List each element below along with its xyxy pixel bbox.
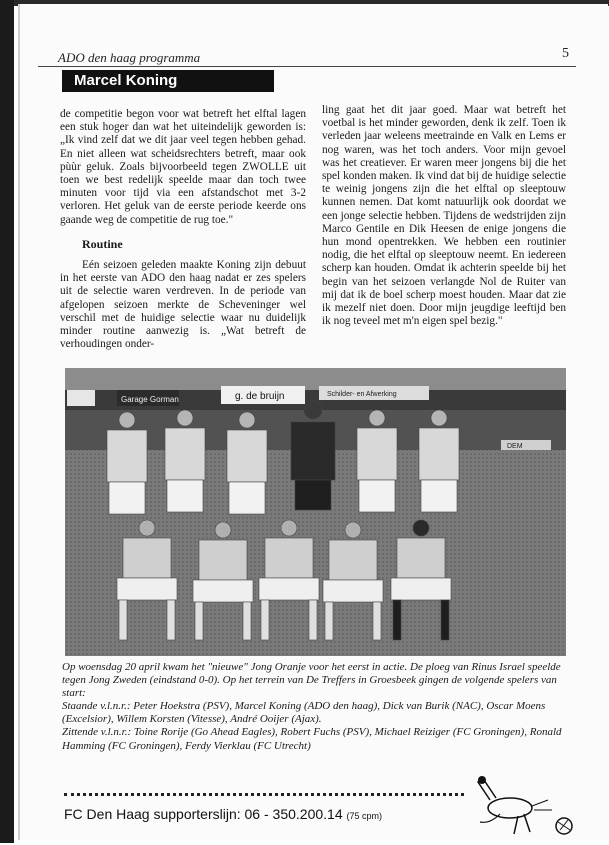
ad-garage: Garage Gorman <box>121 395 179 404</box>
ad-dem: DEM <box>507 443 523 450</box>
article-title: Marcel Koning <box>62 70 274 92</box>
article-right-column <box>322 104 566 328</box>
caption-intro: Op woensdag 20 april kwam het "nieuwe" Jong Oranje voor het eerst in actie. De ploeg van Rinus Israel speelde tegen Jong Zweden (eindstand 0-0). Op het terrein van De Treffers in Groesbeek gingen de volgende spelers van start: <box>62 661 561 700</box>
subheading-routine: Routine <box>82 236 123 251</box>
supporters-hotline <box>64 806 382 822</box>
team-photo <box>65 368 566 656</box>
scan-shadow-left <box>0 0 14 843</box>
program-title: ADO den haag programma <box>58 50 201 65</box>
caption-standing: Staande v.l.n.r.: Peter Hoekstra (PSV), Marcel Koning (ADO den haag), Dick van Burik (NAC), Oscar Moens (Excelsior), Willem Korsten (Vitesse), André Ooijer (Ajax). <box>62 700 546 726</box>
left-paragraph-2: Eén seizoen geleden maakte Koning zijn debuut in het eerste van ADO den haag nadat er zes spelers uit de selectie waren verdreven. In de periode van afgelopen seizoen merkte de Scheveninger wel verschil met de huidige selectie waar nu duidelijk minder routine aanwezig is. „Wat betreft de verhoudingen onder- <box>60 259 306 351</box>
header-rule <box>38 66 576 67</box>
right-paragraph-1: ling gaat het dit jaar goed. Maar wat betreft het voetbal is het minder geworden, denk ik zelf. Toen ik verleden jaar weleens meetrainde en Valk en Lems er nog waren, was het toch anders. Voor mijn gevoel was het creatiever. Er waren meer jongens bij die het spel konden maken. Ik vind dat bij de huidige selectie te weinig jongens zijn die het elftal op sleeptouw kunnen nemen. Dat komt natuurlijk ook doordat we een jonge selectie hebben. Tijdens de wedstrijden zijn Marco Gentile en Dik Heesen de enige jongens die hun mond opentrekken. We hebben een routinier nodig, die het elftal op sleeptouw neemt. En iedereen scherp kan houden. Omdat ik achterin speelde bij het begin van het seizoen verlangde Nol de Ruiter van mij dat ik de boel scherp moest houden. Maar dat zie ik mezelf niet doen. Door mijn jeugdige leeftijd ben ik nog teveel met m'n eigen spel bezig." <box>322 104 566 328</box>
left-paragraph-1: de competitie begon voor wat betreft het elftal lagen een stuk hoger dan wat het uiteindelijk geworden is: „Ik vind zelf dat we dit jaar veel tegen hebben gehad. En niet alleen wat scheidsrechters betreft, maar ook pùùr geluk. Zoals bijvoorbeeld tegen ZWOLLE uit toen we best redelijk speelde maar dan toch twee minuten voor tijd via een afstandschot met 3-2 verloren. Het geluk van de eerste periode keerde ons gaande weg de competitie de rug toe." <box>60 108 306 226</box>
ad-schilder: Schilder- en Afwerking <box>327 391 397 398</box>
ad-debruijn: g. de bruijn <box>235 391 285 402</box>
hotline-cost: (75 cpm) <box>346 811 383 821</box>
hotline-label: FC Den Haag supporterslijn: 06 - 350.200.14 <box>64 806 343 822</box>
page-number: 5 <box>562 46 569 61</box>
caption-sitting: Zittende v.l.n.r.: Toine Rorije (Go Ahead Eagles), Robert Fuchs (PSV), Michael Reiziger (FC Groningen), Ronald Hamming (FC Groningen), Ferdy Vierklau (FC Utrecht) <box>62 726 562 752</box>
article-left-column <box>60 108 306 351</box>
footer-dotted-rule <box>64 793 464 796</box>
stork-mascot-icon <box>470 770 580 845</box>
photo-caption <box>62 661 570 753</box>
